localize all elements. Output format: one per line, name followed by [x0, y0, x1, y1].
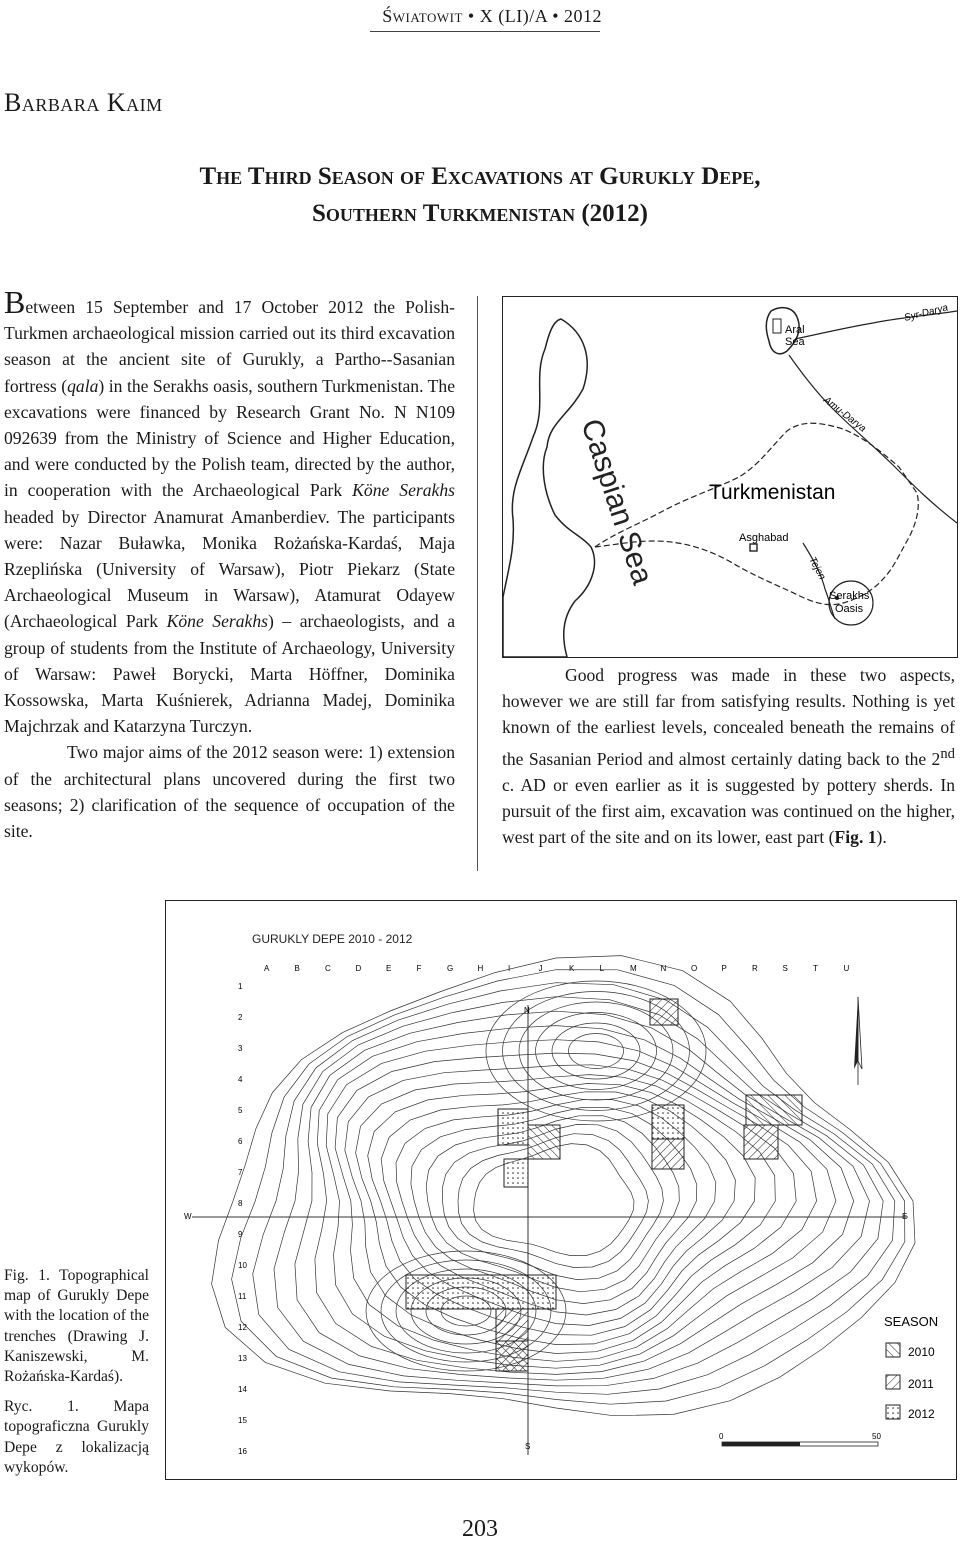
aral-sea-label-1: Aral: [785, 324, 805, 336]
figure-reference[interactable]: Fig. 1: [834, 827, 877, 848]
location-map-drawing: [503, 297, 957, 657]
aral-sea-label-2: Sea: [785, 336, 805, 348]
amu-darya-label: Amu-Darya: [821, 394, 868, 435]
compass-south: S: [525, 1442, 531, 1451]
grid-row-label: 15: [238, 1416, 247, 1425]
tejen-label: Tejen: [806, 555, 828, 582]
grid-column-label: P: [721, 964, 727, 973]
grid-row-label: 5: [238, 1106, 243, 1115]
grid-row-label: 14: [238, 1385, 247, 1394]
compass-north: N: [524, 1006, 530, 1015]
grid-column-labels: [264, 964, 850, 973]
contour-line: [253, 983, 895, 1395]
column-divider: [477, 296, 478, 871]
grid-column-label: K: [569, 964, 575, 973]
scale-end-label: 50: [872, 1432, 881, 1441]
drop-cap: B: [4, 284, 26, 320]
contour-line: [569, 1034, 624, 1069]
grid-row-label: 1: [238, 982, 243, 991]
oasis-label-1: Serakhs: [829, 590, 870, 602]
topo-map-title: GURUKLY DEPE 2010 - 2012: [252, 932, 413, 946]
right-column: [502, 662, 955, 850]
grid-row-label: 10: [238, 1261, 247, 1270]
legend-swatch-2012: [886, 1405, 900, 1419]
grid-column-label: E: [386, 964, 392, 973]
scale-bar: [722, 1442, 878, 1446]
legend-swatch-2011: [886, 1375, 900, 1389]
grid-column-label: G: [447, 964, 454, 973]
legend-label-2010: 2010: [908, 1345, 935, 1359]
header-rule: [370, 31, 600, 32]
grid-column-label: F: [416, 964, 422, 973]
grid-row-label: 6: [238, 1137, 243, 1146]
grid-column-label: A: [264, 964, 270, 973]
author-name: Barbara Kaim: [4, 88, 163, 117]
grid-row-label: 4: [238, 1075, 243, 1084]
grid-row-labels: [238, 982, 247, 1456]
contour-line: [474, 1144, 634, 1256]
grid-row-label: 11: [238, 1292, 247, 1301]
grid-row-label: 8: [238, 1199, 243, 1208]
grid-row-label: 3: [238, 1044, 243, 1053]
grid-column-label: N: [660, 964, 667, 973]
grid-column-label: U: [843, 964, 850, 973]
grid-column-label: D: [355, 964, 362, 973]
title-line-2: Southern Turkmenistan (2012): [312, 200, 648, 227]
grid-row-label: 16: [238, 1447, 247, 1456]
tejen-river: [803, 543, 835, 619]
grid-column-label: S: [782, 964, 788, 973]
paragraph-2: Two major aims of the 2012 season were: 1) extension of the architectural plans uncovered during the first two seasons; 2) clarification of the sequence of occupation of the site.: [4, 742, 455, 842]
title-line-1: The Third Season of Excavations at Gurukly Depe,: [199, 163, 761, 190]
compass-west: W: [184, 1212, 192, 1221]
contour-line: [274, 997, 883, 1386]
capital-label: Asghabad: [739, 532, 789, 544]
asghabad-marker: [750, 544, 757, 551]
grid-column-label: R: [752, 964, 758, 973]
grid-row-label: 7: [238, 1168, 243, 1177]
legend-label-2011: 2011: [908, 1377, 934, 1391]
left-column: [4, 284, 455, 844]
grid-column-label: L: [599, 964, 604, 973]
contour-line: [212, 956, 915, 1416]
grid-column-label: M: [630, 964, 637, 973]
grid-column-label: B: [294, 964, 300, 973]
caption-english: Fig. 1. Topographical map of Gurukly Depe with the location of the trenches (Drawing J. Kaniszewski, M. Rożańska-Kardaś).: [4, 1267, 149, 1386]
grid-column-label: O: [691, 964, 698, 973]
grid-column-label: J: [538, 964, 543, 973]
running-head: Światowit • X (LI)/A • 2012: [382, 6, 602, 26]
grid-column-label: H: [477, 964, 484, 973]
contour-line: [552, 1023, 640, 1079]
country-label: Turkmenistan: [709, 481, 836, 504]
syr-darya-label: Syr-Darya: [903, 302, 950, 324]
scale-start-label: 0: [719, 1432, 724, 1441]
page-number: 203: [462, 1516, 498, 1542]
paragraph-3: Good progress was made in these two aspects, however we are still far from satisfying results. Nothing is yet known of the earliest levels, concealed beneath the remains of the Sasanian Period and almost certainly dating back to the 2nd c. AD or even earlier as it is suggested by pottery sherds. In pursuit of the first aim, excavation was continued on the higher, west part of the site and on its lower, east part (Fig. 1).: [502, 665, 955, 848]
legend-label-2012: 2012: [908, 1407, 935, 1421]
article-title: [0, 158, 960, 232]
grid-column-label: I: [508, 964, 511, 973]
paragraph-1: Between 15 September and 17 October 2012 the Polish-Turkmen archaeological mission carried out its third excavation season at the ancient site of Gurukly, a Partho--Sasanian fortress (qala) in the Serakhs oasis, southern Turkmenistan. The excavations were financed by Research Grant No. N N109 092639 from the Ministry of Science and Higher Education, and were conducted by the Polish team, directed by the author, in cooperation with the Archaeological Park Köne Serakhs headed by Director Anamurat Amanberdiev. The participants were: Nazar Buławka, Monika Rożańska-Kardaś, Maja Rzeplińska (University of Warsaw), Piotr Piekarz (State Archaeological Museum in Warsaw), Atamurat Odayew (Archaeological Park Köne Serakhs) – archaeologists, and a group of students from the Institute of Archaeology, University of Warsaw: Paweł Borycki, Marta Höffner, Dominika Kossowska, Marta Kuśnierek, Adrianna Madej, Dominika Majchrzak and Katarzyna Turczyn.: [4, 284, 455, 737]
legend-swatch-2010: [886, 1343, 900, 1357]
caspian-sea-shape: [503, 319, 594, 657]
compass-east: E: [902, 1212, 908, 1221]
oasis-label-2: Oasis: [835, 603, 864, 615]
grid-column-label: C: [325, 964, 331, 973]
contour-lines: [212, 956, 915, 1416]
grid-row-label: 13: [238, 1354, 247, 1363]
caspian-sea-label: Caspian Sea: [574, 414, 659, 589]
topographic-map-drawing: [166, 901, 956, 1479]
grid-row-label: 9: [238, 1230, 243, 1239]
legend-title: SEASON: [884, 1314, 939, 1329]
location-map: [502, 296, 958, 658]
north-arrow-icon: [854, 997, 862, 1085]
grid-column-label: T: [813, 964, 818, 973]
topographic-map: [165, 900, 957, 1480]
grid-row-label: 12: [238, 1323, 247, 1332]
figure-caption: [4, 1266, 149, 1488]
grid-row-label: 2: [238, 1013, 243, 1022]
trenches: [406, 999, 802, 1371]
contour-line: [335, 1053, 816, 1361]
contour-line: [232, 970, 908, 1404]
caption-polish: Ryc. 1. Mapa topograficzna Gurukly Depe z lokalizacją wykopów.: [4, 1398, 149, 1476]
